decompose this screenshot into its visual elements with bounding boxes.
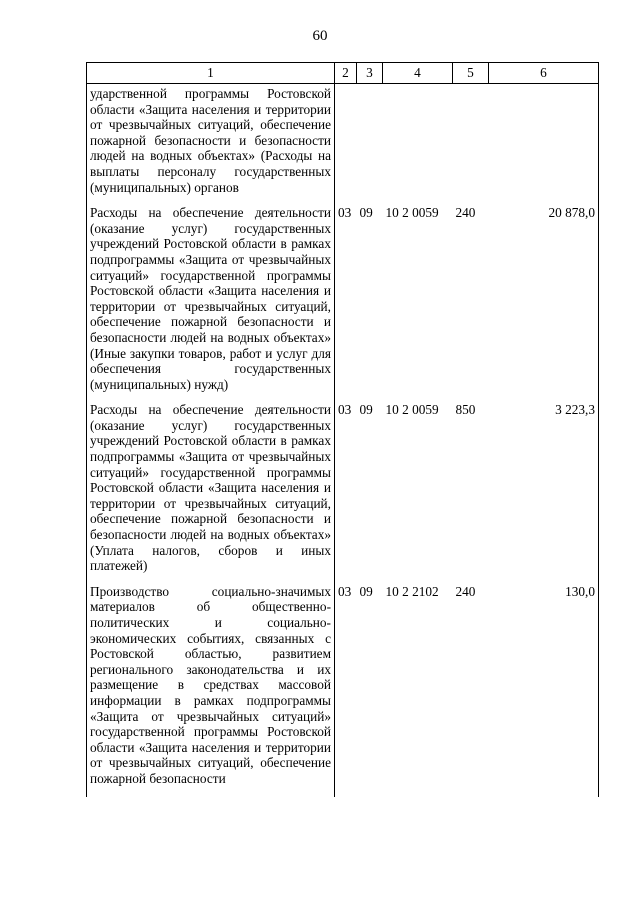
page-number: 60 [312,28,328,44]
row-amount: 3 223,3 [489,402,599,584]
row-amount [489,84,599,206]
row-target-article: 10 2 0059 [385,402,439,418]
row-section: 03 [338,583,352,599]
row-subsection: 09 [359,583,373,599]
column-header-3: 3 [357,63,383,84]
row-section: 03 [338,205,352,221]
column-header-6: 6 [489,63,599,84]
row-description: Расходы на обеспечение деятельности (оказание услуг) государственных учреждений Ростовской области в рамках подпрограммы «Защита от чрезвычайных ситуаций» государственной программы Ростовской области «Защита населения и территории от чрезвычайных ситуаций, обеспечение пожарной безопасности и безопасности людей на водных объектах» (Уплата налогов, сборов и иных платежей) [87,402,335,584]
row-target-article [383,84,453,206]
row-description: Расходы на обеспечение деятельности (оказание услуг) государственных учреждений Ростовской области в рамках подпрограммы «Защита от чрезвычайных ситуаций» государственной программы Ростовской области «Защита населения и территории от чрезвычайных ситуаций, обеспечение пожарной безопасности и безопасности людей на водных объектах» (Иные закупки товаров, работ и услуг для обеспечения государственных (муниципальных) нужд) [87,205,335,402]
row-subsection [357,84,383,206]
row-amount: 130,0 [489,584,599,797]
table-header-row [87,63,599,84]
row-section: 03 [338,402,352,418]
row-target-article: 10 2 2102 [385,583,439,599]
row-expense-type [453,84,489,206]
row-description: ударственной программы Ростовской области «Защита населения и территории от чрезвычайных ситуаций, обеспечение пожарной безопасности и безопасности людей на водных объектах» (Расходы на выплаты персоналу государственных (муниципальных) органов [87,84,335,206]
column-header-5: 5 [453,63,489,84]
table-row [87,584,599,797]
row-subsection: 09 [359,402,373,418]
column-header-1: 1 [87,63,335,84]
column-header-4: 4 [383,63,453,84]
row-amount: 20 878,0 [489,205,599,402]
table-row [87,205,599,402]
row-expense-type: 240 [455,583,476,599]
row-section [335,84,357,206]
row-expense-type: 240 [455,205,476,221]
table-row [87,402,599,584]
budget-table [86,62,599,797]
column-header-2: 2 [335,63,357,84]
row-expense-type: 850 [455,402,476,418]
row-target-article: 10 2 0059 [385,205,439,221]
table-row [87,84,599,206]
row-description: Производство социально-значимых материалов об общественно-политических и социально-экономических событиях, связанных с Ростовской областью, развитием регионального законодательства и их размещение в средствах массовой информации в рамках подпрограммы «Защита от чрезвычайных ситуаций» государственной программы Ростовской области «Защита населения и территории от чрезвычайных ситуаций, обеспечение пожарной безопасности [87,584,335,797]
row-subsection: 09 [359,205,373,221]
